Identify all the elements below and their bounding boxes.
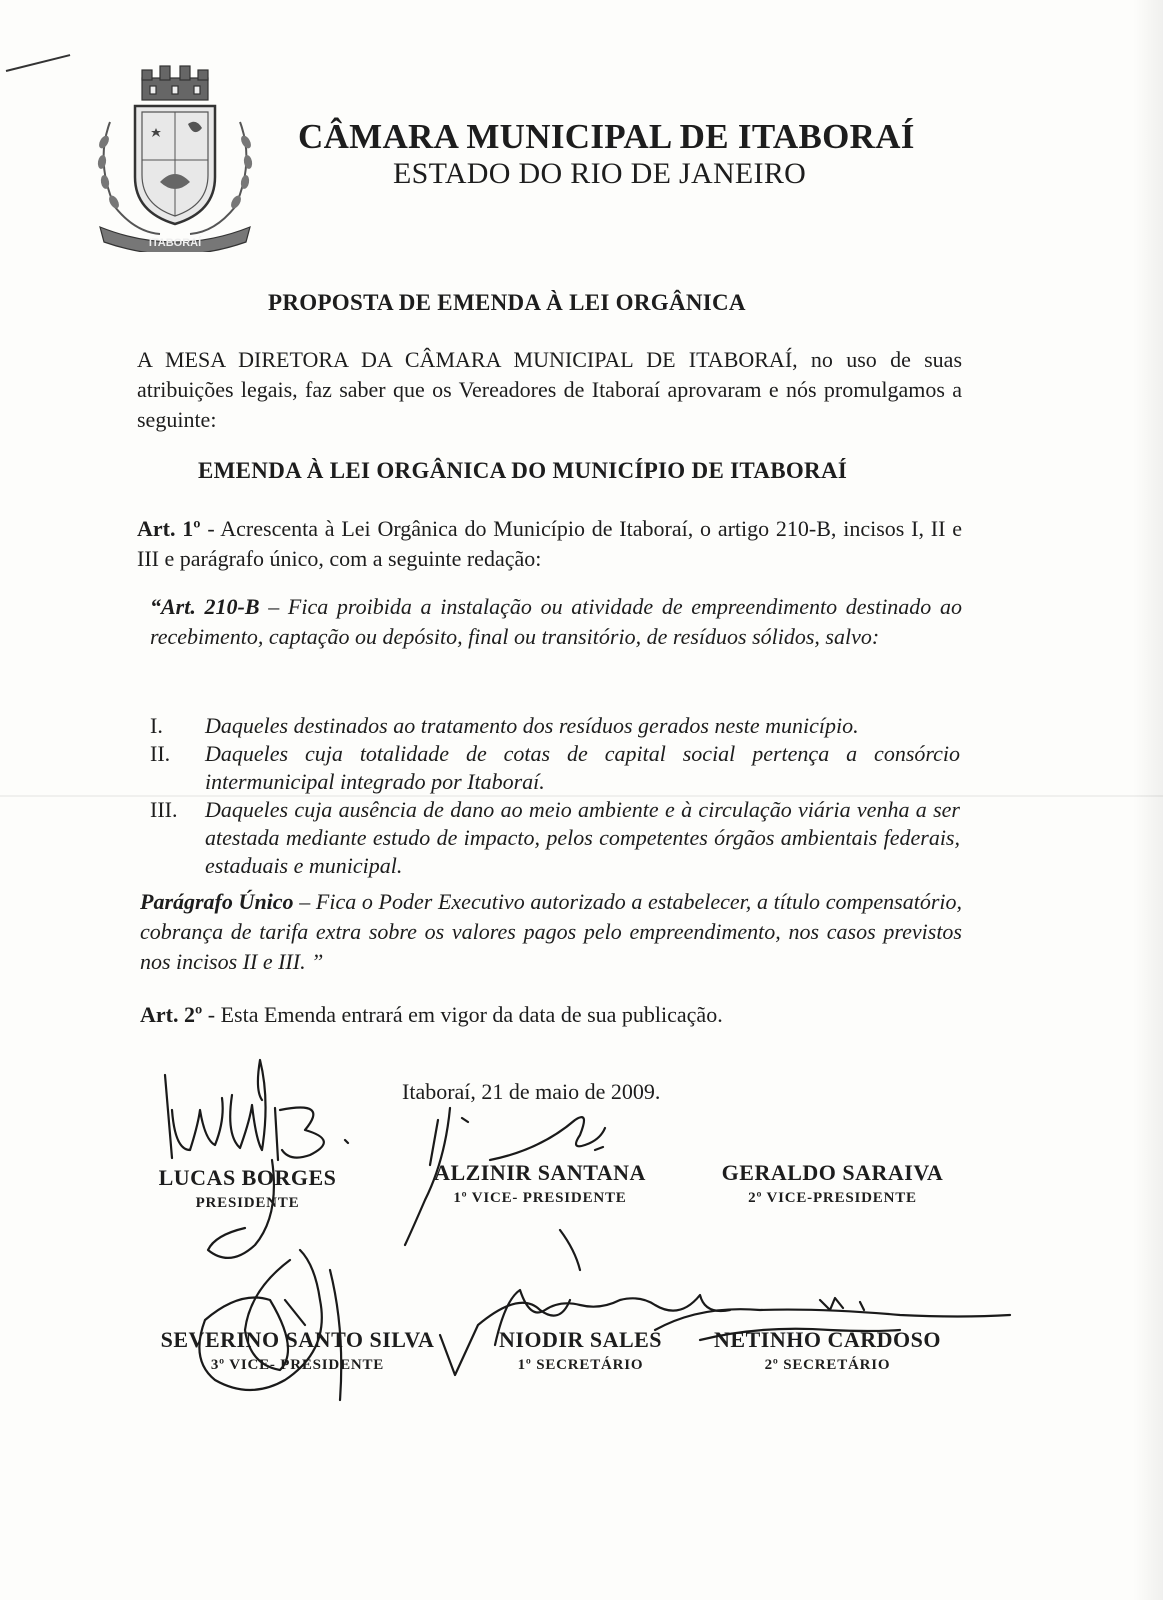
article-2-label: Art. 2º (140, 1002, 203, 1027)
document-heading: PROPOSTA DE EMENDA À LEI ORGÂNICA (268, 290, 746, 315)
intro-paragraph: A MESA DIRETORA DA CÂMARA MUNICIPAL DE ITABORAÍ, no uso de suas atribuições legais, faz saber que os Vereadores de Itaboraí aprovaram e nós promulgamos a seguinte: (137, 347, 962, 432)
inciso-number: III. (150, 797, 178, 822)
sole-paragraph-text: – Fica o Poder Executivo autorizado a estabelecer, a título compensatório, cobrança de tarifa extra sobre os valores pagos pelo empreendimento, nos casos previstos nos incisos II e III. ” (140, 889, 962, 974)
crest-graphic (90, 62, 260, 252)
pen-stray-mark (6, 54, 71, 72)
sole-paragraph-label: Parágrafo Único (140, 889, 294, 914)
sole-paragraph (140, 887, 962, 977)
page-edge-shadow (1133, 0, 1163, 1600)
article-210b-text: – Fica proibida a instalação ou atividade de empreendimento destinado ao recebimento, captação ou depósito, final ou transitório, de resíduos sólidos, salvo: (150, 594, 962, 649)
signatory-name: GERALDO SARAIVA (721, 1160, 944, 1185)
signatory-name: SEVERINO SANTO SILVA (160, 1327, 435, 1352)
article-1-label: Art. 1º (137, 516, 201, 541)
signatory-name: LUCAS BORGES (158, 1165, 337, 1190)
signatory-role: 2º SECRETÁRIO (764, 1357, 891, 1373)
article-210b-label: “Art. 210-B (150, 594, 260, 619)
signature-lucas-borges (165, 1060, 348, 1160)
article-1-text: - Acrescenta à Lei Orgânica do Município de Itaboraí, o artigo 210-B, incisos I, II e III e parágrafo único, com a seguinte redação: (137, 516, 962, 571)
incisos-list (150, 712, 960, 880)
law-title: EMENDA À LEI ORGÂNICA DO MUNICÍPIO DE ITABORAÍ (198, 458, 848, 483)
signatory-block (700, 1327, 955, 1374)
state-subtitle: ESTADO DO RIO DE JANEIRO (393, 157, 807, 190)
signatory-role: 2º VICE-PRESIDENTE (748, 1190, 917, 1206)
signatory-block (415, 1160, 665, 1207)
signatory-role: PRESIDENTE (195, 1195, 300, 1211)
article-210b (150, 592, 962, 652)
article-2 (140, 1000, 962, 1030)
municipal-crest-icon (90, 62, 260, 252)
signatory-role: 1º SECRETÁRIO (517, 1357, 644, 1373)
inciso-number: I. (150, 713, 163, 738)
list-item (150, 712, 960, 740)
signatory-block (150, 1165, 345, 1212)
dateline: Itaboraí, 21 de maio de 2009. (402, 1079, 661, 1104)
signatory-block (700, 1160, 965, 1207)
signatory-block (140, 1327, 455, 1374)
signatory-name: ALZINIR SANTANA (434, 1160, 646, 1185)
inciso-text: Daqueles destinados ao tratamento dos resíduos gerados neste município. (205, 713, 859, 738)
signatory-role: 1º VICE- PRESIDENTE (453, 1190, 627, 1206)
inciso-text: Daqueles cuja totalidade de cotas de capital social pertença a consórcio intermunicipal integrado por Itaboraí. (205, 741, 960, 794)
crest-ribbon-text: ITABORAÍ (148, 237, 202, 249)
article-1 (137, 514, 962, 574)
institution-title: CÂMARA MUNICIPAL DE ITABORAÍ (298, 117, 915, 156)
list-item (150, 740, 960, 796)
signatory-role: 3º VICE- PRESIDENTE (210, 1357, 385, 1373)
signatory-name: NETINHO CARDOSO (714, 1327, 941, 1352)
inciso-number: II. (150, 741, 171, 766)
list-item (150, 796, 960, 880)
signatory-name: NIODIR SALES (498, 1327, 663, 1352)
signatory-block (478, 1327, 683, 1374)
inciso-text: Daqueles cuja ausência de dano ao meio ambiente e à circulação viária venha a ser atestada mediante estudo de impacto, pelos competentes órgãos ambientais federais, estaduais e municipal. (205, 797, 960, 878)
article-2-text: - Esta Emenda entrará em vigor da data de sua publicação. (202, 1002, 723, 1027)
